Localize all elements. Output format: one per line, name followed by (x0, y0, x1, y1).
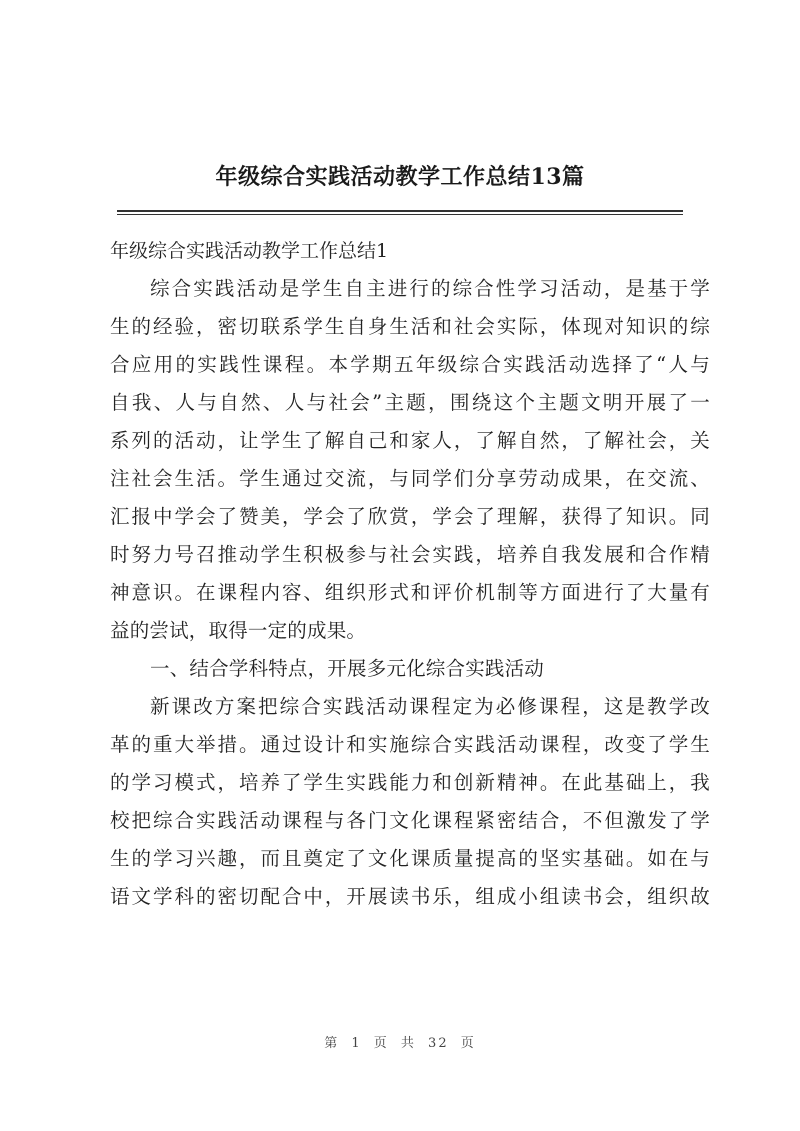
body-line: 汇报中学会了赞美，学会了欣赏，学会了理解，获得了知识。同 (110, 505, 710, 528)
title-divider-thick (117, 210, 683, 212)
body-line: 革的重大举措。通过设计和实施综合实践活动课程，改变了学生 (110, 733, 710, 756)
body-line: 自我、人与自然、人与社会”主题，围绕这个主题文明开展了一 (110, 391, 710, 414)
section-heading: 一、结合学科特点，开展多元化综合实践活动 (150, 657, 545, 680)
body-line: 益的尝试，取得一定的成果。 (110, 619, 367, 642)
body-line: 注社会生活。学生通过交流，与同学们分享劳动成果，在交流、 (110, 467, 710, 490)
body-line: 校把综合实践活动课程与各门文化课程紧密结合，不但激发了学 (110, 809, 710, 832)
document-body (110, 232, 710, 916)
document-title: 年级综合实践活动教学工作总结13篇 (215, 164, 585, 190)
body-line: 的学习模式，培养了学生实践能力和创新精神。在此基础上，我 (110, 771, 710, 794)
section-subheading: 年级综合实践活动教学工作总结1 (110, 240, 389, 262)
body-line: 系列的活动，让学生了解自己和家人，了解自然，了解社会，关 (110, 429, 710, 452)
body-line: 生的学习兴趣，而且奠定了文化课质量提高的坚实基础。如在与 (110, 847, 710, 870)
body-line: 神意识。在课程内容、组织形式和评价机制等方面进行了大量有 (110, 581, 710, 604)
page-number-footer: 第 1 页 共 32 页 (324, 1036, 476, 1051)
body-line: 新课改方案把综合实践活动课程定为必修课程，这是教学改 (150, 695, 710, 718)
body-line: 合应用的实践性课程。本学期五年级综合实践活动选择了“人与 (110, 353, 710, 376)
body-line: 语文学科的密切配合中，开展读书乐，组成小组读书会，组织故 (110, 885, 710, 908)
body-line: 时努力号召推动学生积极参与社会实践，培养自我发展和合作精 (110, 543, 710, 566)
title-divider-thin (117, 214, 683, 215)
body-line: 生的经验，密切联系学生自身生活和社会实际，体现对知识的综 (110, 315, 710, 338)
body-line: 综合实践活动是学生自主进行的综合性学习活动，是基于学 (150, 277, 710, 300)
